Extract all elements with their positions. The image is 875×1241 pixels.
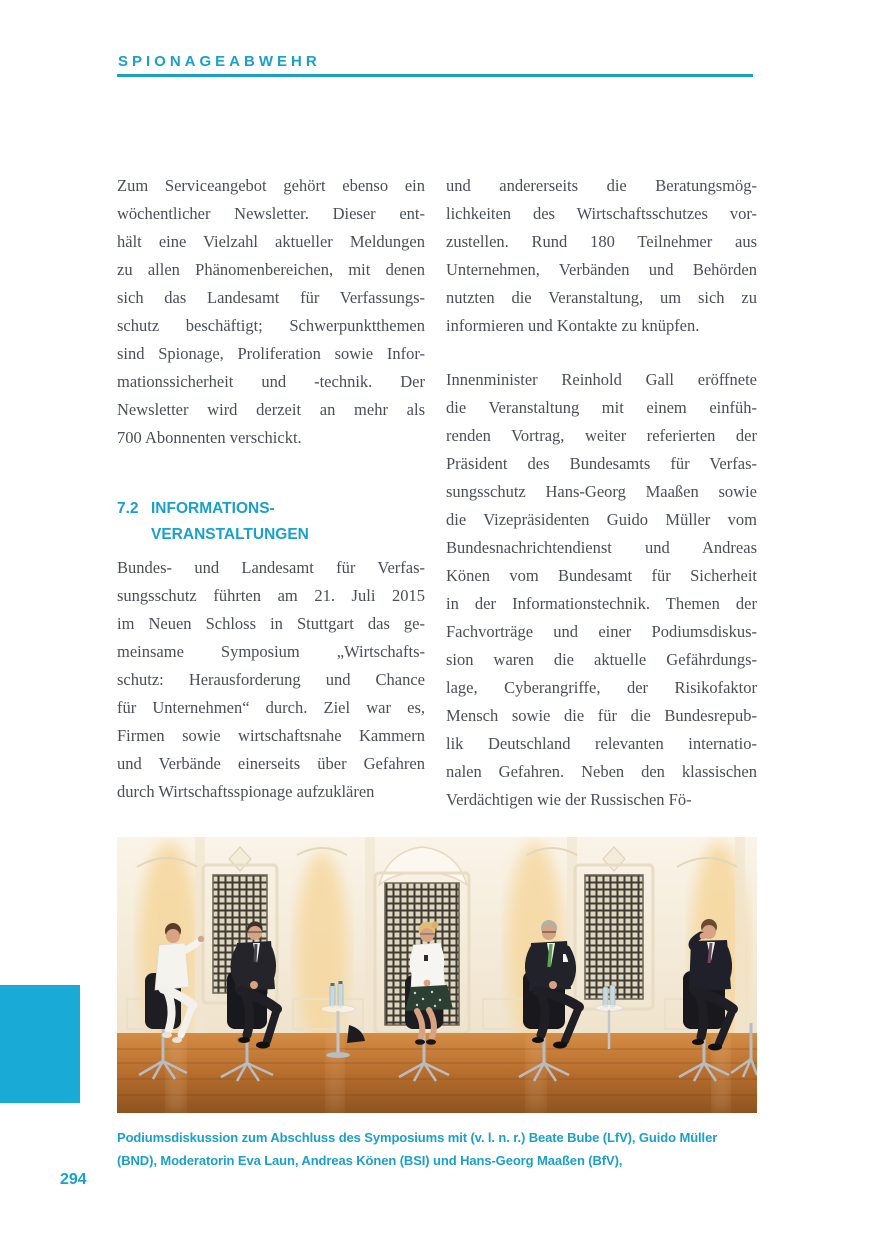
text-line: sungsschutz Hans-Georg Maaßen sowie (446, 482, 757, 501)
text-line: zu allen Phänomenbereichen, mit denen (117, 260, 425, 279)
text-line: die Veranstaltung mit einem einfüh- (446, 398, 757, 417)
section-title-line1: INFORMATIONS- (151, 500, 275, 517)
text-line: Bundesnachrichtendienst und Andreas (446, 538, 757, 557)
text-line: nalen Gefahren. Neben den klassischen (446, 762, 757, 781)
text-line: informieren und Kontakte zu knüpfen. (446, 316, 700, 335)
text-line: sungsschutz führten am 21. Juli 2015 (117, 586, 425, 605)
text-line: Unternehmen, Verbänden und Behörden (446, 260, 757, 279)
text-line: Bundes- und Landesamt für Verfas- (117, 558, 425, 577)
section-number: 7.2 (117, 500, 139, 517)
text-line: Newsletter wird derzeit an mehr als (117, 400, 425, 419)
text-line: hält eine Vielzahl aktueller Meldungen (117, 232, 425, 251)
paragraph-teilnehmer (446, 172, 757, 340)
text-line: Fachvorträge und einer Podiumsdiskus- (446, 622, 757, 641)
paragraph-symposium (117, 554, 425, 806)
chapter-header: SPIONAGEABWEHR (118, 53, 321, 70)
lattice-panel-right (585, 875, 643, 999)
text-line: Zum Serviceangebot gehört ebenso ein (117, 176, 425, 195)
paragraph-newsletter (117, 172, 425, 452)
panel-discussion-photo (117, 837, 757, 1113)
text-line: Innenminister Reinhold Gall eröffnete (446, 370, 757, 389)
text-line: und Verbände einerseits über Gefahren (117, 754, 425, 773)
left-column (117, 172, 425, 814)
text-line: Präsident des Bundesamts für Verfas- (446, 454, 757, 473)
text-line: lichkeiten des Wirtschaftsschutzes vor- (446, 204, 757, 223)
text-line: meinsame Symposium „Wirtschafts- (117, 642, 425, 661)
text-line: und andererseits die Beratungsmög- (446, 176, 757, 195)
text-line: (BND), Moderatorin Eva Laun, Andreas Könen (BSI) und Hans-Georg Maaßen (BfV), (117, 1153, 623, 1168)
text-line: für Unternehmen“ durch. Ziel war es, (117, 698, 425, 717)
text-line: schutz beschäftigt; Schwerpunktthemen (117, 316, 425, 335)
section-title-line2: VERANSTALTUNGEN (151, 526, 309, 543)
text-line: nutzten die Veranstaltung, um sich zu (446, 288, 757, 307)
text-line: Könen vom Bundesamt für Sicherheit (446, 566, 757, 585)
text-line: lik Deutschland relevanten internatio- (446, 734, 757, 753)
section-title (151, 496, 309, 548)
text-line: sind Spionage, Proliferation sowie Infor- (117, 344, 425, 363)
text-line: Podiumsdiskussion zum Abschluss des Symposiums mit (v. l. n. r.) Beate Bube (LfV), Guido Müller (117, 1130, 718, 1145)
text-line: Verdächtigen wie der Russischen Fö- (446, 790, 692, 809)
section-heading (117, 496, 425, 548)
text-line: wöchentlicher Newsletter. Dieser ent- (117, 204, 425, 223)
text-line: renden Vortrag, weiter referierten der (446, 426, 757, 445)
text-line: durch Wirtschaftsspionage aufzuklären (117, 782, 375, 801)
text-line: in der Informationstechnik. Themen der (446, 594, 757, 613)
text-line: mationssicherheit und -technik. Der (117, 372, 425, 391)
text-line: die Vizepräsidenten Guido Müller vom (446, 510, 757, 529)
text-line: lage, Cyberangriffe, der Risikofaktor (446, 678, 757, 697)
text-line: schutz: Herausforderung und Chance (117, 670, 425, 689)
text-line: Mensch sowie die für die Bundesrepub- (446, 706, 757, 725)
photo-caption (117, 1126, 757, 1172)
text-columns (117, 172, 757, 814)
symposium-figure (117, 837, 757, 1172)
text-line: Firmen sowie wirtschaftsnahe Kammern (117, 726, 425, 745)
text-line: im Neuen Schloss in Stuttgart das ge- (117, 614, 425, 633)
wooden-floor (117, 1033, 757, 1113)
header-rule (117, 74, 753, 77)
text-line: sich das Landesamt für Verfassungs- (117, 288, 425, 307)
right-column (446, 172, 757, 814)
page-number: 294 (60, 1171, 87, 1188)
text-line: zustellen. Rund 180 Teilnehmer aus (446, 232, 757, 251)
text-line: sion waren die aktuelle Gefährdungs- (446, 650, 757, 669)
chapter-tab-block (0, 985, 80, 1103)
text-line: 700 Abonnenten verschickt. (117, 428, 302, 447)
paragraph-eroeffnung (446, 366, 757, 814)
